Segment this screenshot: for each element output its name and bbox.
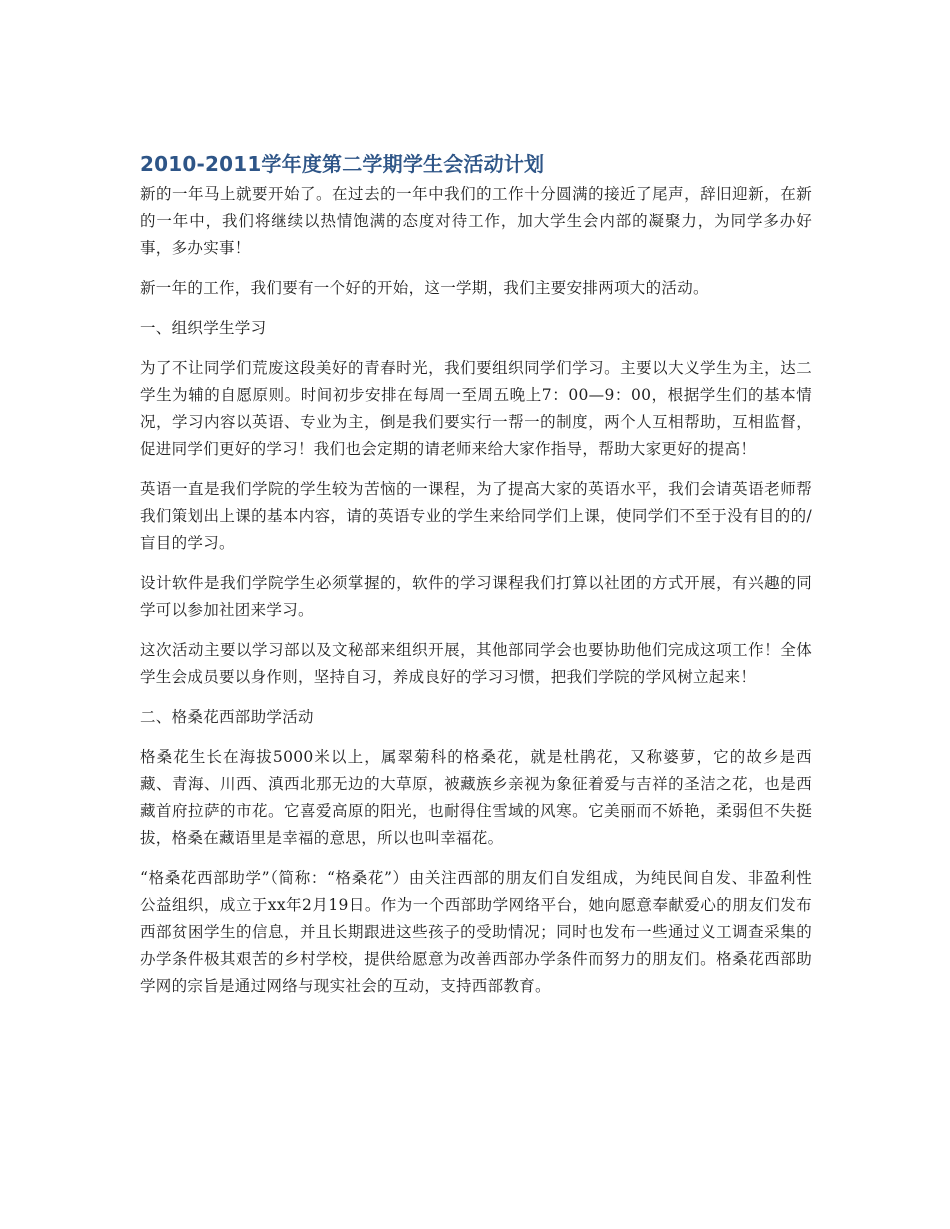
- paragraph-organization: 这次活动主要以学习部以及文秘部来组织开展，其他部同学会也要协助他们完成这项工作！全体学生会成员要以身作则，坚持自习，养成良好的学习习惯，把我们学院的学风树立起来！: [140, 641, 812, 686]
- paragraph-gesanghua-flower: 格桑花生长在海拔5000米以上，属翠菊科的格桑花，就是杜鹃花，又称婆萝，它的故乡是西藏、青海、川西、滇西北那无边的大草原，被藏族乡亲视为象征着爱与吉祥的圣洁之花，也是西藏首府拉萨的市花。它喜爱高原的阳光，也耐得住雪域的风寒。它美丽而不娇艳，柔弱但不失挺拔，格桑在藏语里是幸福的意思，所以也叫幸福花。: [140, 748, 812, 847]
- paragraph-intro: 新的一年马上就要开始了。在过去的一年中我们的工作十分圆满的接近了尾声，辞旧迎新，在新的一年中，我们将继续以热情饱满的态度对待工作，加大学生会内部的凝聚力，为同学多办好事，多办实事！: [140, 185, 812, 257]
- document-page: [140, 150, 812, 1013]
- paragraph-gesanghua-org: “格桑花西部助学”（简称：“格桑花”）由关注西部的朋友们自发组成，为纯民间自发、非盈利性公益组织，成立于xx年2月19日。作为一个西部助学网络平台，她向愿意奉献爱心的朋友们发布西部贫困学生的信息，并且长期跟进这些孩子的受助情况；同时也发布一些通过义工调查采集的办学条件极其艰苦的乡村学校，提供给愿意为改善西部办学条件而努力的朋友们。格桑花西部助学网的宗旨是通过网络与现实社会的互动，支持西部教育。: [140, 869, 812, 995]
- section-heading-gesanghua: 二、格桑花西部助学活动: [140, 708, 314, 726]
- paragraph-english: 英语一直是我们学院的学生较为苦恼的一课程，为了提高大家的英语水平，我们会请英语老师帮我们策划出上课的基本内容，请的英语专业的学生来给同学们上课，使同学们不至于没有目的的/盲目的学习。: [140, 480, 812, 552]
- paragraph-software: 设计软件是我们学院学生必须掌握的，软件的学习课程我们打算以社团的方式开展，有兴趣的同学可以参加社团来学习。: [140, 574, 812, 619]
- paragraph-overview: 新一年的工作，我们要有一个好的开始，这一学期，我们主要安排两项大的活动。: [140, 279, 709, 297]
- section-heading-study: 一、组织学生学习: [140, 319, 267, 337]
- document-title: 2010-2011学年度第二学期学生会活动计划: [140, 152, 545, 176]
- paragraph-study-plan: 为了不让同学们荒废这段美好的青春时光，我们要组织同学们学习。主要以大义学生为主，达二学生为辅的自愿原则。时间初步安排在每周一至周五晚上7：00—9：00，根据学生们的基本情况，学习内容以英语、专业为主，倒是我们要实行一帮一的制度，两个人互相帮助，互相监督，促进同学们更好的学习！我们也会定期的请老师来给大家作指导，帮助大家更好的提高！: [140, 359, 812, 458]
